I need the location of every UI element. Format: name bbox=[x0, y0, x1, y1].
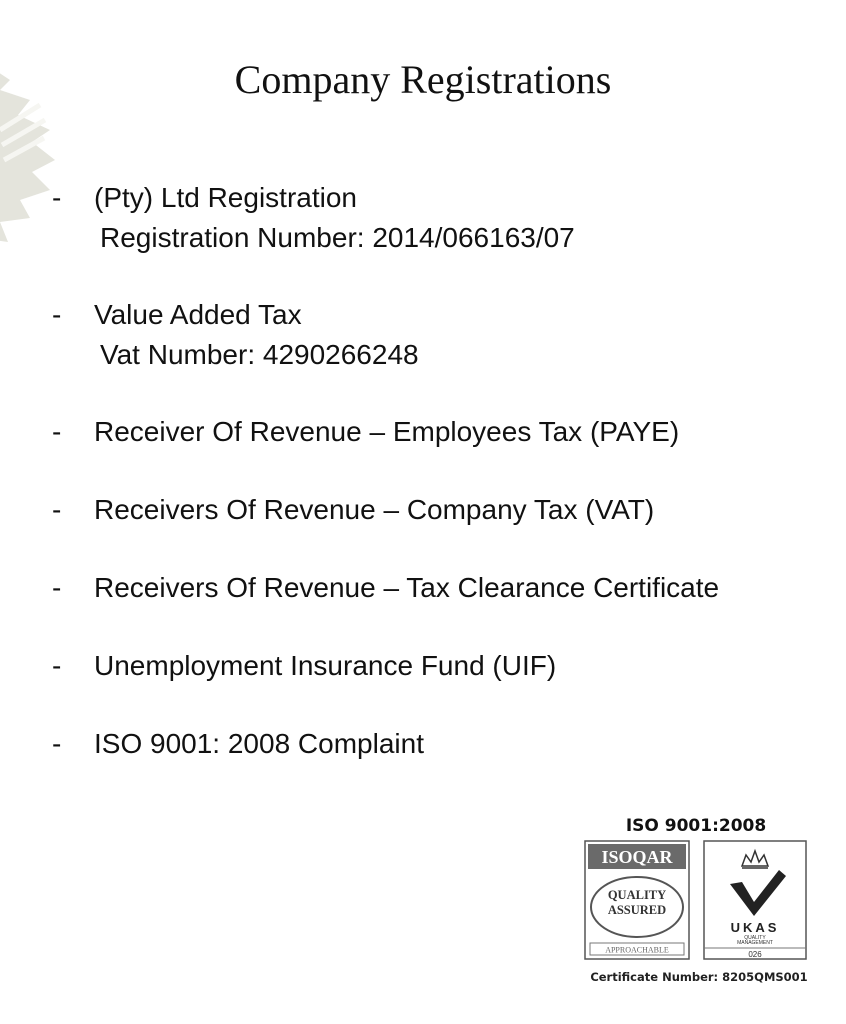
certificate-number: Certificate Number: 8205QMS001 bbox=[590, 970, 808, 984]
registration-title: ISO 9001: 2008 Complaint bbox=[94, 728, 424, 759]
registration-title: Receivers Of Revenue – Company Tax (VAT) bbox=[94, 494, 655, 525]
list-dash: - bbox=[52, 299, 62, 330]
list-dash: - bbox=[52, 572, 62, 603]
isoqar-line2: ASSURED bbox=[607, 903, 667, 917]
registration-detail: Vat Number: 4290266248 bbox=[100, 339, 419, 370]
ukas-name: UKAS bbox=[730, 920, 780, 935]
isoqar-footer: APPROACHABLE bbox=[605, 945, 669, 955]
registration-title: (Pty) Ltd Registration bbox=[94, 182, 357, 213]
isoqar-name: ISOQAR bbox=[601, 847, 673, 867]
ukas-sub1: QUALITY bbox=[744, 935, 766, 941]
list-item bbox=[52, 178, 842, 295]
list-item bbox=[52, 490, 842, 568]
ukas-number: 026 bbox=[748, 950, 762, 959]
list-dash: - bbox=[52, 182, 62, 213]
ukas-logo bbox=[704, 841, 806, 959]
registration-title: Value Added Tax bbox=[94, 299, 302, 330]
registration-title: Receiver Of Revenue – Employees Tax (PAYE) bbox=[94, 416, 680, 447]
isoqar-logo bbox=[585, 841, 689, 959]
registration-list bbox=[52, 178, 842, 802]
list-item bbox=[52, 295, 842, 412]
list-item bbox=[52, 568, 842, 646]
list-item bbox=[52, 724, 842, 802]
ukas-sub2: MANAGEMENT bbox=[737, 940, 773, 946]
list-dash: - bbox=[52, 494, 62, 525]
iso-certification-block bbox=[574, 814, 824, 994]
iso-badges bbox=[584, 840, 808, 970]
page-title: Company Registrations bbox=[234, 57, 612, 102]
list-item bbox=[52, 412, 842, 490]
registration-title: Unemployment Insurance Fund (UIF) bbox=[94, 650, 557, 681]
registration-detail: Registration Number: 2014/066163/07 bbox=[100, 222, 575, 253]
isoqar-line1: QUALITY bbox=[607, 888, 667, 902]
iso-heading: ISO 9001:2008 bbox=[625, 816, 767, 836]
registration-title: Receivers Of Revenue – Tax Clearance Certificate bbox=[94, 572, 720, 603]
list-dash: - bbox=[52, 650, 62, 681]
list-item bbox=[52, 646, 842, 724]
list-dash: - bbox=[52, 416, 62, 447]
list-dash: - bbox=[52, 728, 62, 759]
